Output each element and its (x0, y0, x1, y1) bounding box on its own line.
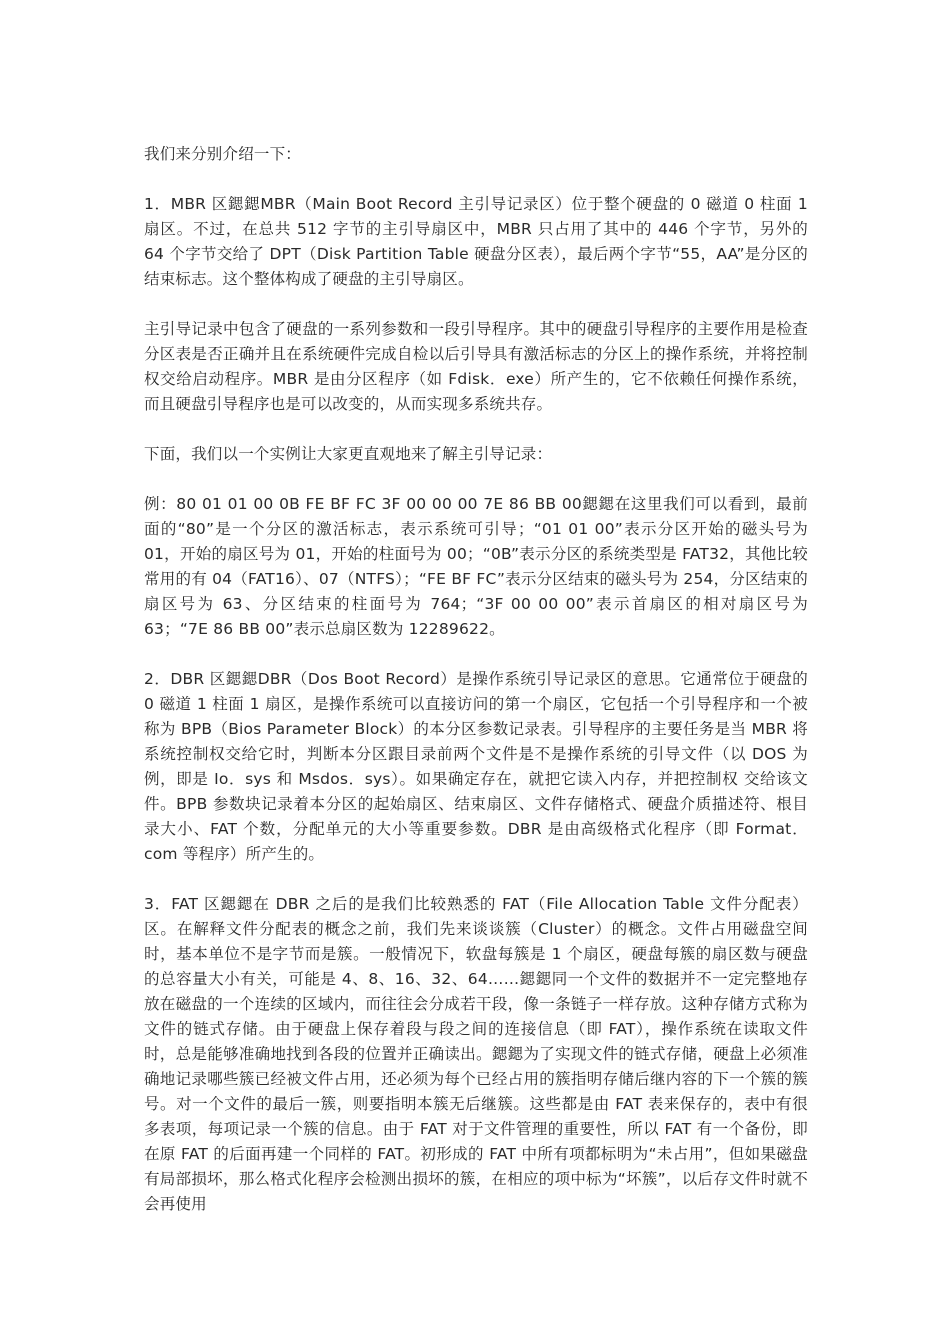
dbr-paragraph: 2．DBR 区鍶鍶DBR（Dos Boot Record）是操作系统引导记录区的意思。它通常位于硬盘的 0 磁道 1 柱面 1 扇区，是操作系统可以直接访问的第一个扇区，它包括一个引导程序和一个被称为 BPB（Bios Parameter Block）的本分区参数记录表。引导程序的主要任务是当 MBR 将系统控制权交给它时，判断本分区跟目录前两个文件是不是操作系统的引导文件（以 DOS 为例，即是 Io．sys 和 Msdos．sys）。如果确定存在，就把它读入内存，并把控制权 交给该文件。BPB 参数块记录着本分区的起始扇区、结束扇区、文件存储格式、硬盘介质描述符、根目录大小、FAT 个数，分配单元的大小等重要参数。DBR 是由高级格式化程序（即 Format．com 等程序）所产生的。 (144, 670, 808, 863)
example-intro-paragraph: 下面，我们以一个实例让大家更直观地来了解主引导记录： (144, 445, 553, 463)
paragraph-spacer (144, 867, 808, 892)
fat-paragraph: 3．FAT 区鍶鍶在 DBR 之后的是我们比较熟悉的 FAT（File Allocation Table 文件分配表）区。在解释文件分配表的概念之前，我们先来谈谈簇（Cluster）的概念。文件占用磁盘空间时，基本单位不是字节而是簇。一般情况下，软盘每簇是 1 个扇区，硬盘每簇的扇区数与硬盘的总容量大小有关，可能是 4、8、16、32、64……鍶鍶同一个文件的数据并不一定完整地存放在磁盘的一个连续的区域内，而往往会分成若干段，像一条链子一样存放。这种存储方式称为文件的链式存储。由于硬盘上保存着段与段之间的连接信息（即 FAT），操作系统在读取文件时，总是能够准确地找到各段的位置并正确读出。鍶鍶为了实现文件的链式存储，硬盘上必须准确地记录哪些簇已经被文件占用，还必须为每个已经占用的簇指明存储后继内容的下一个簇的簇号。对一个文件的最后一簇，则要指明本簇无后继簇。这些都是由 FAT 表来保存的，表中有很多表项，每项记录一个簇的信息。由于 FAT 对于文件管理的重要性，所以 FAT 有一个备份，即在原 FAT 的后面再建一个同样的 FAT。初形成的 FAT 中所有项都标明为“未占用”，但如果磁盘有局部损坏，那么格式化程序会检测出损坏的簇，在相应的项中标为“坏簇”，以后存文件时就不会再使用 (144, 895, 808, 1213)
paragraph-spacer (144, 167, 808, 192)
mbr-paragraph: 1．MBR 区鍶鍶MBR（Main Boot Record 主引导记录区）位于整个硬盘的 0 磁道 0 柱面 1 扇区。不过，在总共 512 字节的主引导扇区中，MBR 只占用了其中的 446 个字节，另外的 64 个字节交给了 DPT（Disk Partition Table 硬盘分区表），最后两个字节“55，AA”是分区的结束标志。这个整体构成了硬盘的主引导扇区。 (144, 195, 808, 288)
paragraph-spacer (144, 417, 808, 442)
paragraph-spacer (144, 292, 808, 317)
mbr-detail-paragraph: 主引导记录中包含了硬盘的一系列参数和一段引导程序。其中的硬盘引导程序的主要作用是检查分区表是否正确并且在系统硬件完成自检以后引导具有激活标志的分区上的操作系统，并将控制权交给启动程序。MBR 是由分区程序（如 Fdisk．exe）所产生的，它不依赖任何操作系统，而且硬盘引导程序也是可以改变的，从而实现多系统共存。 (144, 320, 808, 413)
intro-paragraph: 我们来分别介绍一下： (144, 145, 302, 163)
paragraph-spacer (144, 642, 808, 667)
example-paragraph: 例：80 01 01 00 0B FE BF FC 3F 00 00 00 7E 86 BB 00鍶鍶在这里我们可以看到，最前面的“80”是一个分区的激活标志，表示系统可引导；“01 01 00”表示分区开始的磁头号为 01，开始的扇区号为 01，开始的柱面号为 00；“0B”表示分区的系统类型是 FAT32，其他比较常用的有 04（FAT16）、07（NTFS）；“FE BF FC”表示分区结束的磁头号为 254，分区结束的扇区号为 63、分区结束的柱面号为 764；“3F 00 00 00”表示首扇区的相对扇区号为 63；“7E 86 BB 00”表示总扇区数为 12289622。 (144, 495, 808, 638)
document-page (144, 142, 808, 1217)
paragraph-spacer (144, 467, 808, 492)
